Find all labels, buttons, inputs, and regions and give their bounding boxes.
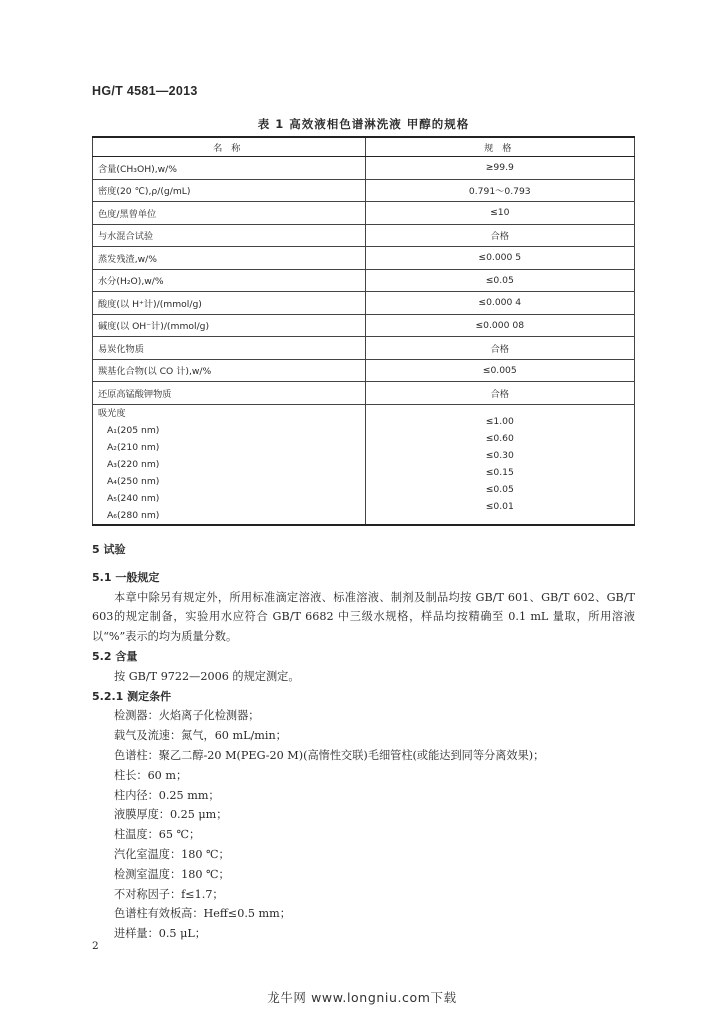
table-row — [93, 269, 635, 292]
condition-item: 进样量：0.5 μL； — [114, 927, 206, 941]
row-spec: ≤0.005 — [365, 359, 634, 382]
row-name: 与水混合试验 — [93, 224, 366, 247]
absorbance-values — [365, 404, 634, 525]
absorbance-item-spec: ≤0.01 — [485, 501, 514, 512]
absorbance-item-spec: ≤0.60 — [485, 433, 514, 444]
absorbance-item-name: A₄(250 nm) — [107, 475, 160, 487]
page-number: 2 — [92, 940, 99, 952]
condition-item: 液膜厚度：0.25 μm； — [114, 808, 228, 822]
absorbance-item-name: A₅(240 nm) — [107, 492, 160, 504]
spec-table — [92, 136, 635, 526]
condition-item: 汽化室温度：180 ℃； — [114, 847, 230, 861]
table-title: 表 1 高效液相色谱淋洗液 甲醇的规格 — [257, 117, 470, 131]
standard-code: HG/T 4581—2013 — [92, 84, 198, 98]
condition-item: 色谱柱：聚乙二醇-20 M(PEG-20 M)(高惰性交联)毛细管柱(或能达到同等分离效果)； — [114, 748, 545, 762]
table-row — [93, 337, 635, 360]
table-row — [93, 202, 635, 225]
row-spec: ≤10 — [365, 202, 634, 225]
row-name: 碱度(以 OH⁻计)/(mmol/g) — [93, 314, 366, 337]
row-name: 色度/黑曾单位 — [93, 202, 366, 225]
row-spec: ≥99.9 — [365, 157, 634, 180]
row-spec: 0.791～0.793 — [365, 179, 634, 202]
absorbance-item-name: A₂(210 nm) — [107, 441, 160, 453]
table-row — [93, 157, 635, 180]
section-5-1-heading: 5.1 一般规定 — [92, 570, 160, 584]
condition-item: 检测器：火焰离子化检测器； — [114, 709, 260, 723]
absorbance-item-name: A₁(205 nm) — [107, 424, 160, 436]
table-row — [93, 292, 635, 315]
table-row — [93, 359, 635, 382]
absorbance-item-spec: ≤0.05 — [485, 484, 514, 495]
table-header-row — [93, 137, 635, 157]
section-5-heading: 5 试验 — [92, 543, 126, 556]
row-spec: 合格 — [365, 224, 634, 247]
row-spec: ≤0.000 5 — [365, 247, 634, 270]
row-spec: ≤0.05 — [365, 269, 634, 292]
table-row — [93, 314, 635, 337]
test-section — [92, 540, 635, 944]
row-name: 羰基化合物(以 CO 计),w/% — [93, 359, 366, 382]
col-spec-header: 规格 — [365, 137, 634, 157]
absorbance-item-name: A₃(220 nm) — [107, 458, 160, 470]
absorbance-item-spec: ≤0.15 — [485, 467, 514, 478]
row-name: 蒸发残渣,w/% — [93, 247, 366, 270]
table-row — [93, 247, 635, 270]
row-spec: ≤0.000 08 — [365, 314, 634, 337]
row-name: 还原高锰酸钾物质 — [93, 382, 366, 405]
section-5-2-text: 按 GB/T 9722—2006 的规定测定。 — [114, 669, 300, 683]
condition-item: 载气及流速：氮气，60 mL/min； — [114, 729, 287, 743]
section-5-1-text: 本章中除另有规定外，所用标准滴定溶液、标准溶液、制剂及制品均按 GB/T 601、GB/T 602、GB/T 603的规定制备，实验用水应符合 GB/T 6682 中三级水规格，样品均按精确至 0.1 mL 量取，所用溶液以“%”表示的均为质量分数。 — [92, 590, 635, 644]
condition-item: 色谱柱有效板高：Heff≤0.5 mm； — [114, 907, 291, 921]
row-name: 易炭化物质 — [93, 337, 366, 360]
section-5-2-heading: 5.2 含量 — [92, 649, 138, 663]
absorbance-item-name: A₆(280 nm) — [107, 509, 160, 521]
row-spec: 合格 — [365, 337, 634, 360]
condition-item: 柱长：60 m； — [114, 768, 188, 782]
row-name: 水分(H₂O),w/% — [93, 269, 366, 292]
table-row — [93, 224, 635, 247]
row-name: 密度(20 ℃),ρ/(g/mL) — [93, 179, 366, 202]
section-5-2-1-heading: 5.2.1 测定条件 — [92, 689, 172, 703]
absorbance-labels — [93, 404, 366, 525]
condition-item: 不对称因子：f≤1.7； — [114, 887, 224, 901]
absorbance-item-spec: ≤1.00 — [485, 416, 514, 427]
condition-item: 检测室温度：180 ℃； — [114, 867, 230, 881]
table-row — [93, 179, 635, 202]
row-spec: ≤0.000 4 — [365, 292, 634, 315]
conditions-list — [92, 706, 635, 944]
row-name: 含量(CH₃OH),w/% — [93, 157, 366, 180]
footer-watermark: 龙牛网 www.longniu.com下载 — [267, 990, 457, 1005]
condition-item: 柱温度：65 ℃； — [114, 828, 201, 842]
row-name: 酸度(以 H⁺计)/(mmol/g) — [93, 292, 366, 315]
row-spec: 合格 — [365, 382, 634, 405]
absorbance-row — [93, 404, 635, 525]
absorbance-label: 吸光度 — [98, 407, 126, 419]
condition-item: 柱内径：0.25 mm； — [114, 788, 220, 802]
table-row — [93, 382, 635, 405]
absorbance-item-spec: ≤0.30 — [485, 450, 514, 461]
col-name-header: 名称 — [93, 137, 366, 157]
